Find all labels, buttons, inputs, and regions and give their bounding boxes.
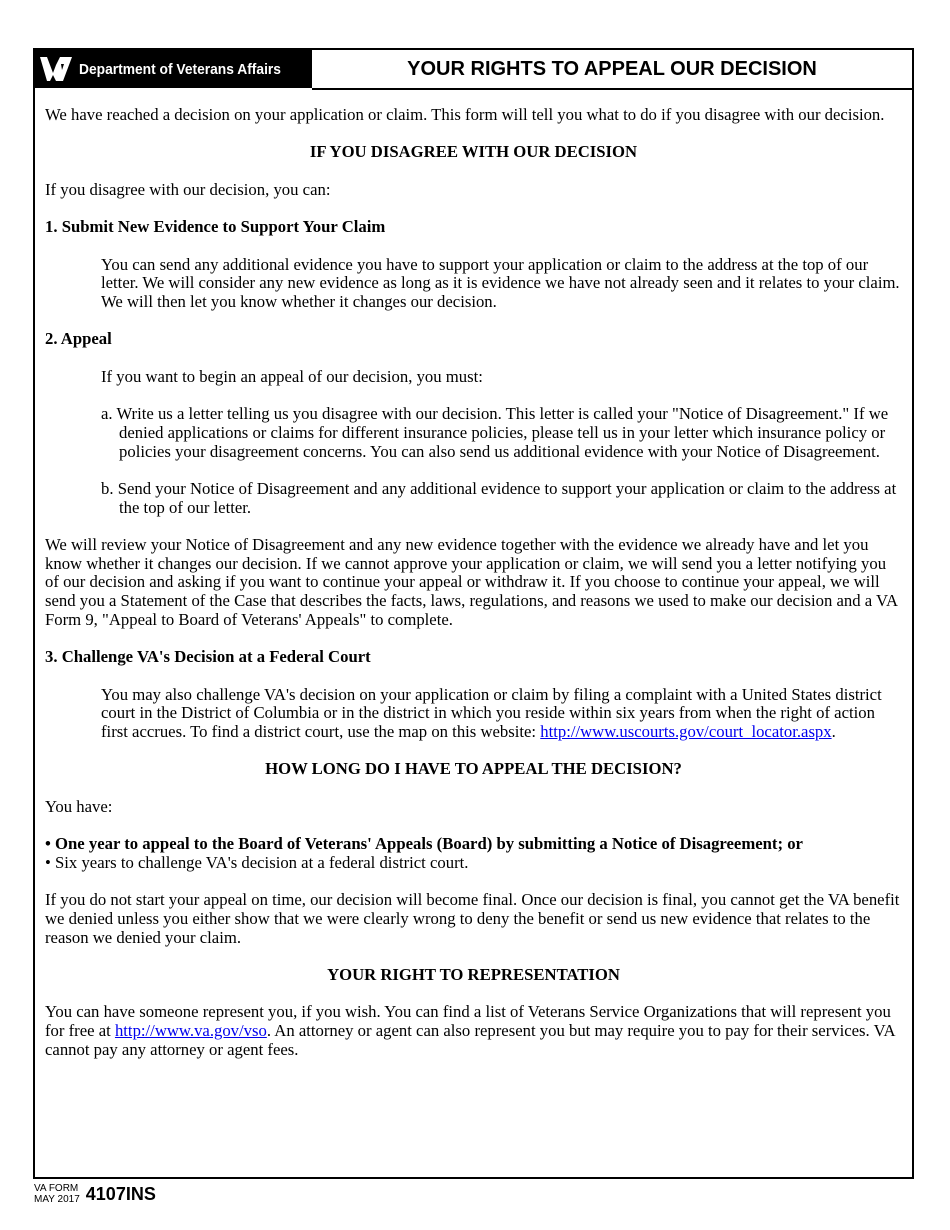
form-frame [33,48,914,1179]
section1-body: You can send any additional evidence you have to support your application or claim to the address at the top of our letter. We will consider any new evidence as long as it is evidence we have not already seen and it relates to your claim. We will then let you know whether it changes our decision. [101,254,900,311]
vso-link[interactable]: http://www.va.gov/vso [114,1021,267,1041]
bullet-six-years: • Six years to challenge VA's decision at a federal district court. [45,852,469,872]
section1-title: 1. Submit New Evidence to Support Your Claim [45,217,386,237]
section3-text: You may also challenge VA's decision on your application or claim by filing a complaint with a United States district court in the District of Columbia or in the district in which you reside within six years from when the right of action first accrues. To find a district court, use the map on this website: [101,684,882,742]
department-name: Department of Veterans Affairs [79,60,281,78]
you-have: You have: [45,796,113,816]
form-date: MAY 2017 [34,1194,80,1205]
heading-disagree: IF YOU DISAGREE WITH OUR DECISION [309,142,638,162]
department-banner [35,50,312,88]
header-divider [312,88,912,90]
section3-end: . [831,722,836,742]
section3-body [101,686,902,742]
form-title: YOUR RIGHTS TO APPEAL OUR DECISION [407,57,817,80]
form-label: VA FORM [34,1183,79,1194]
intro-paragraph: We have reached a decision on your application or claim. This form will tell you what to do if you disagree with our decision. [45,105,885,124]
section2-review: We will review your Notice of Disagreement and any new evidence together with the evidence we already have and let you know whether it changes our decision. If we cannot approve your application or claim, we will send you a letter notifying you of our decision and asking if you want to continue your appeal or withdraw it. If you choose to continue your appeal, we will send you a Statement of the Case that describes the facts, laws, regulations, and reasons we used to make our decision and a VA Form 9, "Appeal to Board of Veterans' Appeals" to complete. [45,535,898,629]
representation-tail: . An attorney or agent can also represent you but may require you to pay for their services. VA cannot pay any attorney or agent fees. [45,1021,895,1059]
section2-item-a: a. Write us a letter telling us you disagree with our decision. This letter is called your "Notice of Disagreement." If we denied applications or claims for different insurance policies, please tell us in your letter which insurance policy or policies your disagreement concerns. You can also send us additional evidence with your Notice of Disagreement. [101,404,889,461]
representation-text: You can have someone represent you, if you wish. You can find a list of Veterans Service Organizations that will represent you for free at [45,1002,891,1041]
section2-lead: If you want to begin an appeal of our decision, you must: [101,366,483,386]
form-number: 4107INS [85,1184,156,1204]
va-seal-icon [39,54,73,84]
bullet-one-year: • One year to appeal to the Board of Veterans' Appeals (Board) by submitting a Notice of Disagreement; or [45,834,803,854]
form-label-block [34,1183,80,1205]
section3-title: 3. Challenge VA's Decision at a Federal Court [45,647,371,667]
representation-paragraph [45,1003,902,1059]
form-header [35,50,912,90]
heading-how-long: HOW LONG DO I HAVE TO APPEAL THE DECISION? [265,759,682,779]
disagree-lead: If you disagree with our decision, you can: [45,179,331,199]
heading-representation: YOUR RIGHT TO REPRESENTATION [327,965,620,985]
section2-title: 2. Appeal [45,329,112,349]
form-body [45,106,902,1078]
court-locator-link[interactable]: http://www.uscourts.gov/court_locator.aspx [540,722,832,742]
final-paragraph: If you do not start your appeal on time, our decision will become final. Once our decision is final, you cannot get the VA benefit we denied unless you either show that we were clearly wrong to deny the benefit or send us new evidence that relates to the reason we denied your claim. [45,890,900,947]
section2-item-b: b. Send your Notice of Disagreement and any additional evidence to support your application or claim to the address at the top of our letter. [101,478,897,517]
form-footer [34,1183,156,1205]
